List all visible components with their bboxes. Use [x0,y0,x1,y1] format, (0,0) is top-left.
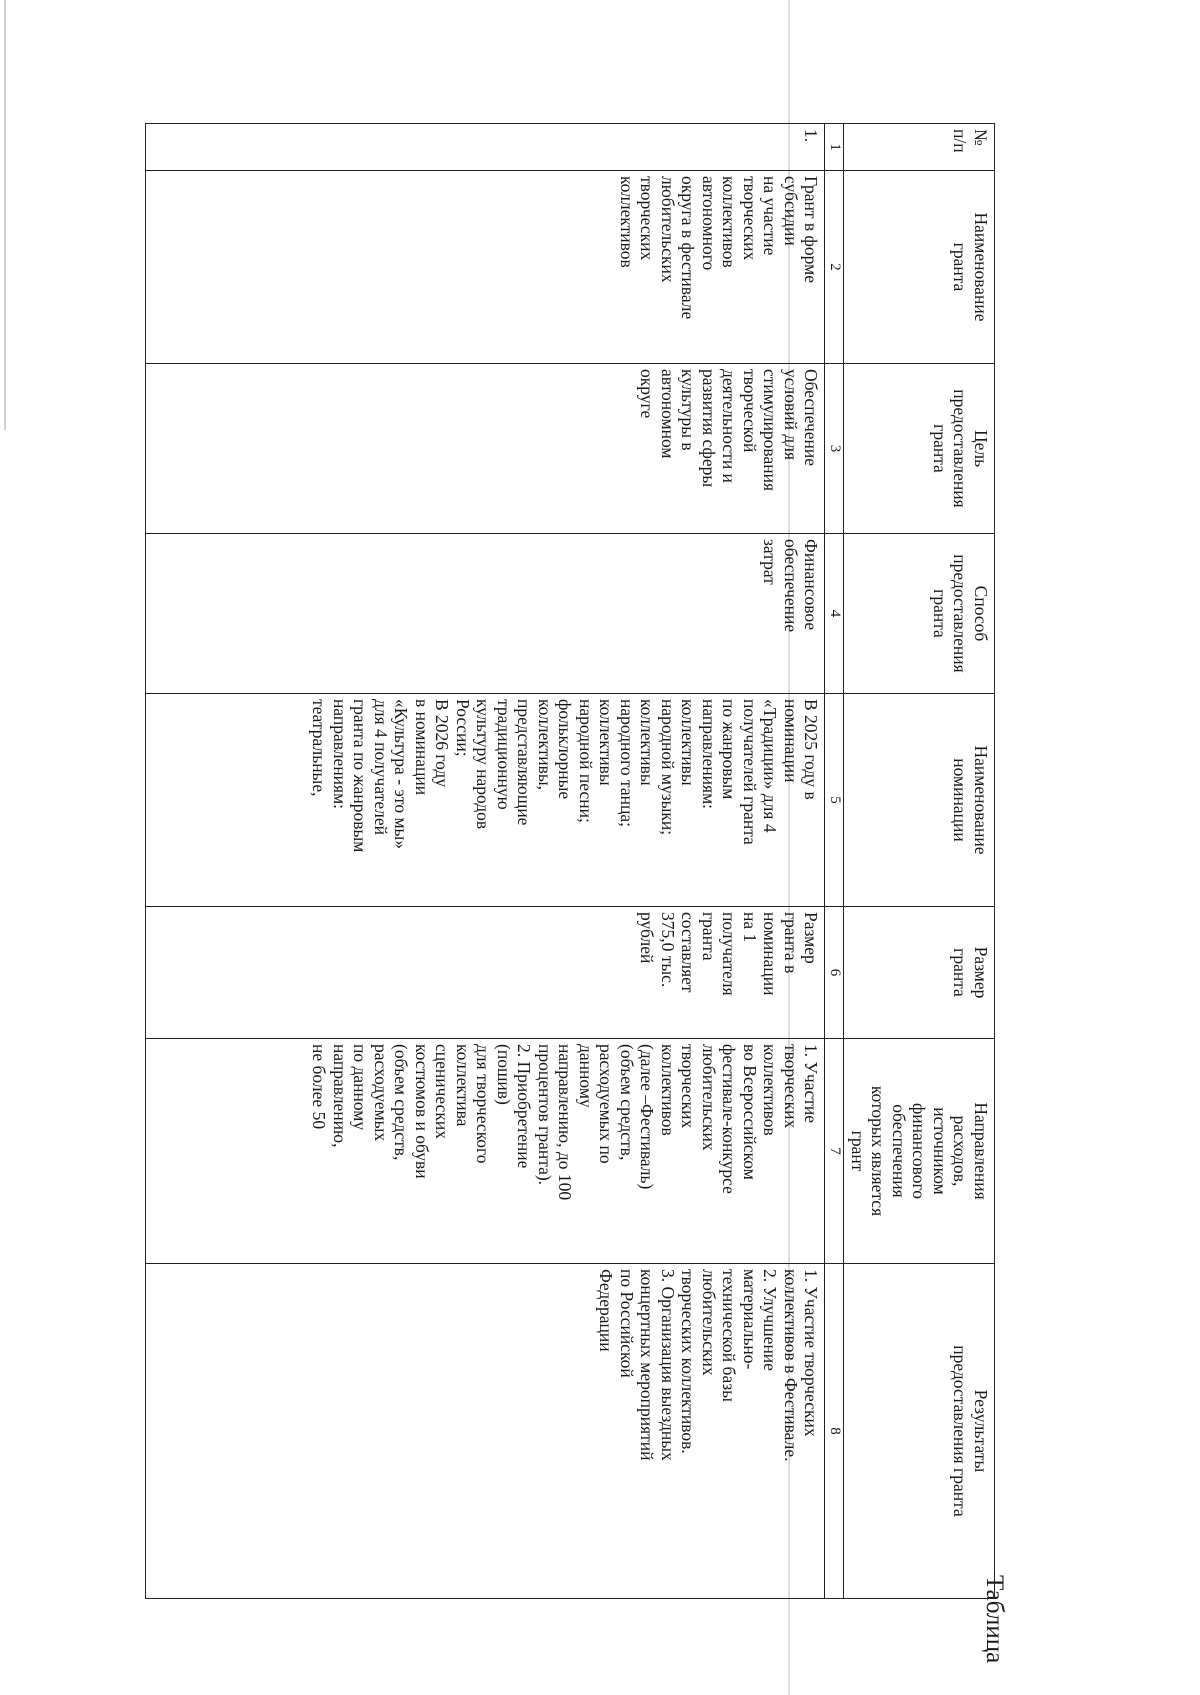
column-number: 6 [825,907,844,1039]
method-cell: Финансовое обеспечение затрат [146,534,826,694]
results-cell: 1. Участие творческих коллективов в Фестивале. 2. Улучшение материально- технической базы любительских творческих коллективов. 3. Организация выездных концертных мероприятий по Российской Федерации [146,1264,826,1599]
column-number: 1 [825,124,844,171]
header-size: Размер гранта [844,907,995,1039]
header-method: Способ предоставления гранта [844,534,995,694]
column-number: 7 [825,1039,844,1264]
column-number-row [825,124,844,1599]
column-number: 3 [825,364,844,534]
header-grant-name: Наименование гранта [844,171,995,364]
expenses-cell: 1. Участие творческих коллективов во Всероссийском фестивале-конкурсе любительских творческих коллективов (далее –Фестиваль) (объем средств, расходуемых по данному направлению, до 100 процентов гранта). 2. Приобретение (пошив) для творческого коллектива сценических костюмов и обуви (объем средств, расходуемых по данному направлению, не более 50 [146,1039,826,1264]
grant-table [145,123,995,1599]
table-row [146,124,826,1599]
nomination-cell: В 2025 году в номинации «Традиции» для 4 получателей гранта по жанровым направлениям: коллективы народной музыки; коллективы народного танца; коллективы народной песни; фольклорные коллективы, представляющие традиционную культуру народов России; В 2026 году в номинации «Культура - это мы» для 4 получателей гранта по жанровым направлениям: театральные, [146,694,826,907]
column-number: 2 [825,171,844,364]
header-results: Результаты предоставления гранта [844,1264,995,1599]
grant-name-cell: Грант в форме субсидии на участие творческих коллективов автономного округа в фестивале любительских творческих коллективов [146,171,826,364]
column-number: 5 [825,694,844,907]
header-purpose: Цель предоставления гранта [844,364,995,534]
page-title: Таблица [981,1575,1008,1664]
scan-edge-line [4,0,6,430]
header-nomination: Наименование номинации [844,694,995,907]
row-number: 1. [146,124,826,171]
column-number: 8 [825,1264,844,1599]
column-number: 4 [825,534,844,694]
header-number: № п/п [844,124,995,171]
size-cell: Размер гранта в номинации на 1 получателя гранта составляет 375,0 тыс. рублей [146,907,826,1039]
header-expenses: Направления расходов, источником финансового обеспечения которых является грант [844,1039,995,1264]
grant-table-wrapper [145,123,995,1598]
purpose-cell: Обеспечение условий для стимулирования творческой деятельности и развития сферы культуры в автономном округе [146,364,826,534]
header-row [844,124,995,1599]
